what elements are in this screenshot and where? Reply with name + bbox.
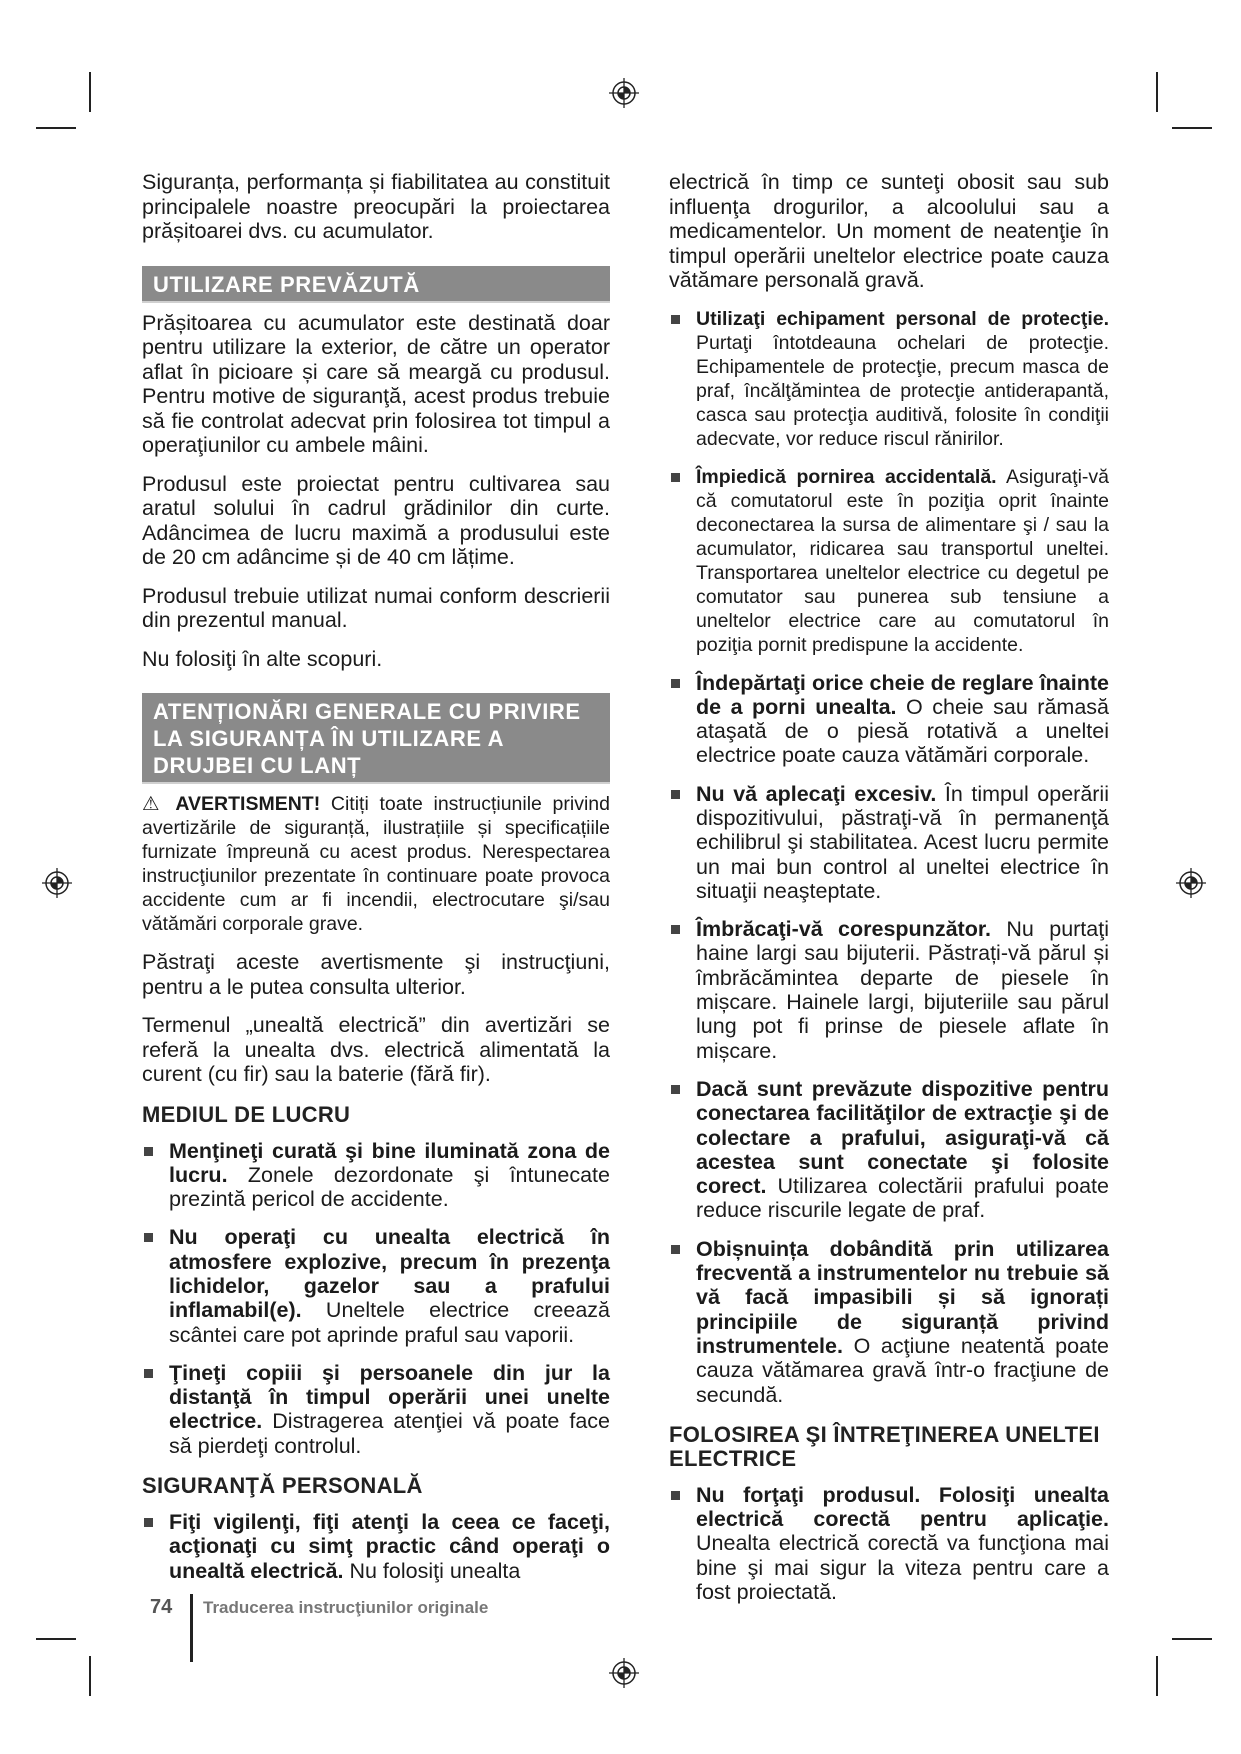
keep-instructions-paragraph: Păstraţi aceste avertismente şi instrucţiuni, pentru a le putea consulta ulterior. <box>142 950 610 999</box>
registration-mark-icon <box>609 78 639 108</box>
list-item-text: Nu purtaţi haine largi sau bijuterii. Păstrați-vă părul și îmbrăcămintea departe de piesele în mișcare. Hainele largi, bijuteriile sau părul lung pot fi prinse de piesele aflate în mișcare. <box>696 917 1109 1063</box>
list-item-bold: Obișnuința dobândită prin utilizarea frecventă a instrumentelor nu trebuie să vă facă impasibili și să ignorați principiile de siguranță privind instrumentele. <box>696 1236 1109 1358</box>
left-column <box>142 170 610 1597</box>
list-item-text: Uneltele electrice creează scântei care pot aprinde praful sau vaporii. <box>169 1298 610 1347</box>
list-item-bold: Împiedică pornirea accidentală. <box>696 465 997 488</box>
work-area-list <box>142 1139 610 1459</box>
subheading-work-area: MEDIUL DE LUCRU <box>142 1101 351 1127</box>
list-item-bold: Utilizaţi echipament personal de protecţie. <box>696 307 1109 330</box>
list-item <box>669 917 1109 1063</box>
list-item-bold: Nu vă aplecaţi excesiv. <box>696 781 937 806</box>
warning-label: AVERTISMENT! <box>175 793 321 815</box>
crop-mark <box>89 72 91 112</box>
list-item <box>669 1077 1109 1223</box>
tool-use-list <box>669 1483 1109 1604</box>
bullet-square-icon <box>671 925 680 934</box>
list-item <box>669 465 1109 657</box>
list-item-text: În timpul operării dispozitivului, păstraţi-vă în permanenţă echilibrul şi stabilitatea. Acest lucru permite un mai bun control al uneltei electrice în situaţii neaşteptate. <box>696 781 1109 903</box>
list-item-text: Purtaţi întotdeauna ochelari de protecţie. Echipamentele de protecţie, precum masca de praf, încălţămintea de protecţie antiderapantă, casca sau protecţia auditivă, folosite în condiţii adecvate, vor reduce riscul rănirilor. <box>696 331 1109 450</box>
registration-mark-icon <box>609 1658 639 1688</box>
list-item-bold: Fiţi vigilenţi, fiţi atenţi la ceea ce faceţi, acţionaţi cu simţ practic când operaţi o unealtă electrică. <box>169 1510 610 1583</box>
crop-mark <box>1156 1656 1158 1696</box>
registration-mark-icon <box>42 868 72 898</box>
term-definition-paragraph: Termenul „unealtă electrică” din avertizări se referă la unealta dvs. electrică alimentată la curent (cu fir) sau la baterie (fără fir). <box>142 1013 610 1086</box>
crop-mark <box>36 127 76 129</box>
warning-text: Citiți toate instrucțiunile privind avertizările de siguranță, ilustrațiile și specificațiile furnizate împreună cu acest produs. Nerespectarea instrucţiunilor prezentate în continuare poate provoca accidente cum ar fi incendii, electrocutare şi/sau vătămări corporale grave. <box>142 793 610 935</box>
list-item <box>669 782 1109 903</box>
list-item <box>669 1483 1109 1604</box>
intended-use-paragraph: Produsul este proiectat pentru cultivarea sau aratul solului în cadrul grădinilor din curte. Adâncimea de lucru maximă a produsului este de 20 cm adâncime și de 40 cm lățime. <box>142 471 610 569</box>
list-item <box>669 671 1109 768</box>
intended-use-paragraph: Produsul trebuie utilizat numai conform descrierii din prezentul manual. <box>142 583 610 632</box>
bullet-square-icon <box>144 1233 153 1242</box>
bullet-square-icon <box>671 1245 680 1254</box>
warning-paragraph <box>142 792 610 936</box>
page-number: 74 <box>150 1596 173 1618</box>
list-item <box>142 1225 610 1346</box>
bullet-square-icon <box>671 679 680 688</box>
personal-safety-list-continued <box>669 307 1109 1407</box>
crop-mark <box>36 1638 76 1640</box>
bullet-square-icon <box>144 1518 153 1527</box>
crop-mark <box>1156 72 1158 112</box>
bullet-square-icon <box>144 1147 153 1156</box>
bullet-square-icon <box>671 473 680 482</box>
footer-text: Traducerea instrucţiunilor originale <box>203 1598 489 1617</box>
footer-divider <box>190 1594 193 1662</box>
list-item-bold: Nu forţaţi produsul. Folosiţi unealta electrică corectă pentru aplicaţie. <box>696 1482 1109 1532</box>
warning-triangle-icon: ⚠ <box>142 793 165 815</box>
list-item-text: Utilizarea colectării prafului poate reduce riscurile legate de praf. <box>696 1174 1109 1223</box>
intended-use-paragraph: Prășitoarea cu acumulator este destinată doar pentru utilizare la exterior, de către un operator aflat în picioare și care să meargă cu produsul. Pentru motive de siguranţă, acest produs trebuie să fie controlat adecvat prin folosirea tot timpul a operaţiunilor cu ambele mâini. <box>142 310 610 457</box>
crop-mark <box>1172 1638 1212 1640</box>
list-item-bold: Dacă sunt prevăzute dispozitive pentru conectarea facilităţilor de extracţie şi de colectare a prafului, asiguraţi-vă că acestea sunt conectate şi folosite corect. <box>696 1076 1109 1199</box>
subheading-personal-safety: SIGURANŢĂ PERSONALĂ <box>142 1473 423 1499</box>
list-item-bold: Menţineţi curată şi bine iluminată zona de lucru. <box>169 1138 610 1187</box>
list-item <box>142 1361 610 1458</box>
list-item-text: O acţiune neatentă poate cauza vătămarea gravă într-o fracţiune de secundă. <box>696 1333 1109 1407</box>
registration-mark-icon <box>1176 868 1206 898</box>
list-item-bold: Ţineţi copiii şi persoanele din jur la distanţă în timpul operării unei unelte electrice. <box>169 1360 610 1434</box>
subheading-tool-use: FOLOSIREA ŞI ÎNTREŢINEREA UNELTEI ELECTRICE <box>669 1421 1100 1471</box>
list-item <box>669 1237 1109 1407</box>
list-item <box>669 307 1109 451</box>
bullet-square-icon <box>671 790 680 799</box>
section-heading-general-warnings: ATENȚIONĂRI GENERALE CU PRIVIRE LA SIGURANȚA ÎN UTILIZARE A DRUJBEI CU LANȚ <box>142 693 610 784</box>
list-item-text: O cheie sau rămasă ataşată de o piesă rotativă a uneltei electrice poate cauza vătămări corporale. <box>696 694 1110 768</box>
list-item-text: Zonele dezordonate şi întunecate prezintă pericol de accidente. <box>169 1162 610 1212</box>
list-item-bold: Îndepărtaţi orice cheie de reglare înainte de a porni unealta. <box>696 670 1109 719</box>
crop-mark <box>89 1656 91 1696</box>
intro-paragraph: Siguranța, performanța și fiabilitatea au constituit principalele noastre preocupări la proiectarea prășitoarei dvs. cu acumulator. <box>142 170 610 243</box>
list-item-bold: Îmbrăcaţi-vă corespunzător. <box>696 917 991 942</box>
right-column <box>669 170 1109 1618</box>
bullet-square-icon <box>671 315 680 324</box>
list-item-text: Distragerea atenţiei vă poate face să pierdeţi controlul. <box>169 1409 610 1458</box>
list-item-text: Unealta electrică corectă va funcţiona mai bine şi mai sigur la viteza pentru care a fost proiectată. <box>696 1531 1109 1604</box>
personal-safety-list <box>142 1510 610 1583</box>
list-item-text: Asiguraţi-vă că comutatorul este în poziţia oprit înainte deconectarea la sursa de alimentare şi / sau la acumulator, ridicarea sau transportul uneltei. Transportarea uneltelor electrice cu degetul pe comutator sau punerea sub tensiune a uneltelor electrice care au comutatorul în poziţia pornit predispune la accidente. <box>696 465 1109 656</box>
intended-use-paragraph: Nu folosiţi în alte scopuri. <box>142 646 383 671</box>
list-item <box>142 1139 610 1212</box>
bullet-square-icon <box>144 1369 153 1378</box>
list-item <box>142 1510 610 1583</box>
crop-mark <box>1172 127 1212 129</box>
section-heading-intended-use: UTILIZARE PREVĂZUTĂ <box>142 266 610 303</box>
continuation-paragraph: electrică în timp ce sunteţi obosit sau sub influenţa drogurilor, a alcoolului sau a medicamentelor. Un moment de neatenţie în timpul operării uneltelor electrice poate cauza vătămare personală gravă. <box>669 170 1109 292</box>
list-item-text: Nu folosiţi unealta <box>343 1558 521 1583</box>
bullet-square-icon <box>671 1085 680 1094</box>
list-item-bold: Nu operaţi cu unealta electrică în atmosfere explozive, precum în prezenţa lichidelor, gazelor sau a prafului inflamabil(e). <box>169 1225 610 1323</box>
bullet-square-icon <box>671 1491 680 1500</box>
